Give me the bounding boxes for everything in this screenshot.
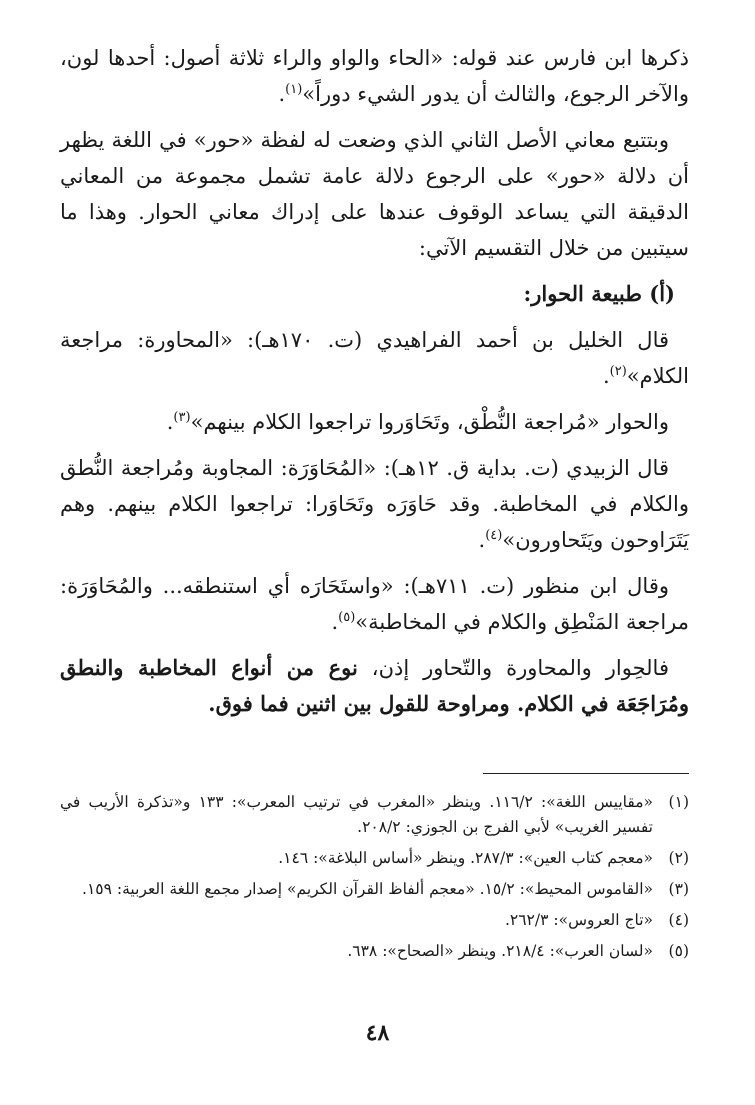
footnote-ref-2: (٢) — [609, 364, 627, 379]
paragraph-5-end: . — [478, 528, 486, 552]
footnote-2 — [60, 846, 689, 871]
footnote-number: (١) — [668, 793, 689, 811]
footnote-text: «القاموس المحيط»: ١٥/٢. «معجم ألفاظ القرآن الكريم» إصدار مجمع اللغة العربية: ١٥٩. — [82, 880, 653, 898]
footnote-number: (٥) — [668, 942, 689, 960]
paragraph-1-text: ذكرها ابن فارس عند قوله: «الحاء والواو والراء ثلاثة أصول: أحدها لون، والآخر الرجوع، والثالث أن يدور الشيء دوراً» — [60, 46, 689, 106]
paragraph-2: وبتتبع معاني الأصل الثاني الذي وضعت له لفظة «حور» في اللغة يظهر أن دلالة «حور» على الرجوع دلالة عامة تشمل مجموعة من المعاني الدقيقة التي يساعد الوقوف عندها على إدراك معاني الحوار. وهذا ما سيتبين من خلال التقسيم الآتي: — [60, 128, 689, 260]
footnote-text: «مقاييس اللغة»: ١١٦/٢. وينظر «المغرب في ترتيب المعرب»: ١٣٣ و«تذكرة الأريب في تفسير الغريب» لأبي الفرج بن الجوزي: ٢٠٨/٢. — [60, 793, 654, 836]
paragraph-4 — [60, 404, 689, 440]
footnote-ref-4: (٤) — [485, 528, 503, 543]
paragraph-1-end: . — [278, 82, 286, 106]
paragraph-6 — [60, 568, 689, 640]
paragraph-4-text: والحوار «مُراجعة النُّطْق، وتَحَاوَروا تراجعوا الكلام بينهم» — [190, 410, 669, 434]
footnote-text: «لسان العرب»: ٢١٨/٤. وينظر «الصحاح»: ٦٣٨. — [347, 942, 653, 960]
paragraph-6-end: . — [331, 610, 339, 634]
paragraph-3-text: قال الخليل بن أحمد الفراهيدي (ت. ١٧٠هـ): «المحاورة: مراجعة الكلام» — [60, 328, 689, 388]
paragraph-4-end: . — [166, 410, 174, 434]
main-text — [60, 40, 689, 722]
paragraph-7 — [60, 650, 689, 722]
paragraph-5-text: قال الزبيدي (ت. بداية ق. ١٢هـ): «المُحَاوَرَة: المجاوبة ومُراجعة النُّطق والكلام في المخاطبة. وقد حَاوَرَه وتَحَاوَرا: تراجعوا الكلام بينهم. وهم يَتَرَاوحون ويَتَحاورون» — [60, 456, 689, 552]
footnotes — [60, 790, 689, 970]
footnote-number: (٤) — [668, 911, 689, 929]
footnote-text: «تاج العروس»: ٢٦٢/٣. — [504, 911, 653, 929]
footnote-divider — [483, 773, 689, 774]
section-heading: (أ) طبيعة الحوار: — [523, 281, 675, 306]
paragraph-7-bold-text: نوع من أنواع المخاطبة والنطق ومُرَاجَعَة في الكلام. ومراوحة للقول بين اثنين فما فوق. — [60, 655, 689, 716]
footnote-4 — [60, 908, 689, 933]
footnote-5 — [60, 939, 689, 964]
paragraph-5 — [60, 450, 689, 558]
footnote-ref-3: (٣) — [173, 410, 191, 425]
paragraph-3 — [60, 322, 689, 394]
footnote-number: (٣) — [668, 880, 689, 898]
footnote-number: (٢) — [668, 849, 689, 867]
footnote-1 — [60, 790, 689, 840]
footnote-text: «معجم كتاب العين»: ٢٨٧/٣. وينظر «أساس البلاغة»: ١٤٦. — [278, 849, 653, 867]
paragraph-3-end: . — [602, 364, 610, 388]
page-number: ٤٨ — [365, 1020, 390, 1046]
paragraph-1 — [60, 40, 689, 112]
paragraph-6-text: وقال ابن منظور (ت. ٧١١هـ): «واستَحَارَه أي استنطقه... والمُحَاوَرَة: مراجعة المَنْطِق والكلام في المخاطبة» — [60, 574, 689, 634]
footnote-ref-5: (٥) — [338, 610, 356, 625]
paragraph-7-text: فالحِوار والمحاورة والتّحاور إذن، — [357, 656, 669, 680]
footnote-3 — [60, 877, 689, 902]
footnote-ref-1: (١) — [285, 82, 303, 97]
